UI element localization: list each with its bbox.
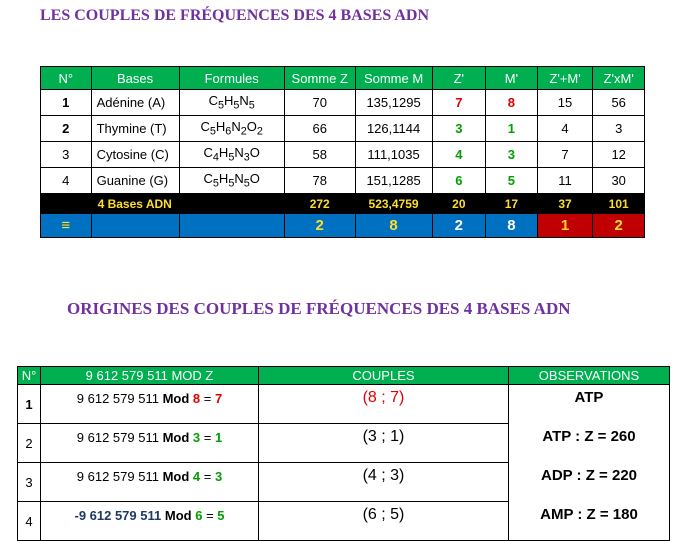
- observation: AMP : Z = 180: [509, 502, 670, 541]
- table1-header-row: [41, 67, 645, 90]
- z-prime: 4: [432, 142, 486, 168]
- reduced-row: [41, 214, 645, 238]
- reduced-sum: 1: [537, 214, 593, 238]
- modulo-expression: 9 612 579 511 Mod 8 = 7: [41, 385, 259, 424]
- total-sum: 37: [537, 194, 593, 214]
- row-number: 4: [41, 168, 92, 194]
- header-sum: Z'+M': [537, 67, 593, 90]
- table-row: [18, 463, 670, 502]
- reduced-blank-1: [91, 214, 179, 238]
- somme-z: 70: [284, 90, 355, 116]
- header-formules: Formules: [179, 67, 284, 90]
- reduced-z-prime: 2: [432, 214, 486, 238]
- couple: (8 ; 7): [259, 385, 509, 424]
- sum: 11: [537, 168, 593, 194]
- row-number: 2: [18, 424, 41, 463]
- total-product: 101: [593, 194, 645, 214]
- header-bases: Bases: [91, 67, 179, 90]
- formula: $C_5H_5N_5O$: [179, 168, 284, 194]
- table-row: [41, 116, 645, 142]
- header-n: N°: [41, 67, 92, 90]
- sum: 15: [537, 90, 593, 116]
- product: 30: [593, 168, 645, 194]
- product: 3: [593, 116, 645, 142]
- couple: (6 ; 5): [259, 502, 509, 541]
- somme-z: 78: [284, 168, 355, 194]
- sum: 4: [537, 116, 593, 142]
- total-z-prime: 20: [432, 194, 486, 214]
- observation: ATP : Z = 260: [509, 424, 670, 463]
- reduced-product: 2: [593, 214, 645, 238]
- product: 56: [593, 90, 645, 116]
- couple: (4 ; 3): [259, 463, 509, 502]
- modulo-expression: -9 612 579 511 Mod 6 = 5: [41, 502, 259, 541]
- total-row: [41, 194, 645, 214]
- z-prime: 7: [432, 90, 486, 116]
- header-product: Z'xM': [593, 67, 645, 90]
- header-n: N°: [18, 367, 41, 385]
- base-name: Adénine (A): [91, 90, 179, 116]
- origins-table: [17, 366, 670, 541]
- table-row: [18, 424, 670, 463]
- total-blank: [41, 194, 92, 214]
- somme-m: 135,1295: [355, 90, 432, 116]
- main-title: LES COUPLES DE FRÉQUENCES DES 4 BASES ADN: [40, 7, 429, 24]
- couple: (3 ; 1): [259, 424, 509, 463]
- total-label: 4 Bases ADN: [91, 194, 284, 214]
- m-prime: 3: [486, 142, 538, 168]
- row-number: 3: [18, 463, 41, 502]
- total-somme-m: 523,4759: [355, 194, 432, 214]
- z-prime: 3: [432, 116, 486, 142]
- somme-m: 111,1035: [355, 142, 432, 168]
- formula: $C_4H_5N_3O$: [179, 142, 284, 168]
- row-number: 1: [18, 385, 41, 424]
- somme-m: 126,1144: [355, 116, 432, 142]
- m-prime: 1: [486, 116, 538, 142]
- header-couples: COUPLES: [259, 367, 509, 385]
- table-row: [41, 168, 645, 194]
- table2-header-row: [18, 367, 670, 385]
- frequency-couples-table: [40, 66, 645, 238]
- observation: ADP : Z = 220: [509, 463, 670, 502]
- somme-m: 151,1285: [355, 168, 432, 194]
- modulo-expression: 9 612 579 511 Mod 4 = 3: [41, 463, 259, 502]
- header-m-prime: M': [486, 67, 538, 90]
- row-number: 2: [41, 116, 92, 142]
- header-observations: OBSERVATIONS: [509, 367, 670, 385]
- row-number: 3: [41, 142, 92, 168]
- somme-z: 58: [284, 142, 355, 168]
- table-row: [18, 385, 670, 424]
- product: 12: [593, 142, 645, 168]
- header-z-prime: Z': [432, 67, 486, 90]
- m-prime: 5: [486, 168, 538, 194]
- base-name: Thymine (T): [91, 116, 179, 142]
- table-row: [41, 90, 645, 116]
- formula: $C_5H_6N_2O_2$: [179, 116, 284, 142]
- observation: ATP: [509, 385, 670, 424]
- total-m-prime: 17: [486, 194, 538, 214]
- somme-z: 66: [284, 116, 355, 142]
- formula: $C_5H_5N_5$: [179, 90, 284, 116]
- modulo-expression: 9 612 579 511 Mod 3 = 1: [41, 424, 259, 463]
- z-prime: 6: [432, 168, 486, 194]
- base-name: Guanine (G): [91, 168, 179, 194]
- row-number: 4: [18, 502, 41, 541]
- sum: 7: [537, 142, 593, 168]
- m-prime: 8: [486, 90, 538, 116]
- reduced-somme-z: 2: [284, 214, 355, 238]
- header-somme-z: Somme Z: [284, 67, 355, 90]
- total-somme-z: 272: [284, 194, 355, 214]
- second-title: ORIGINES DES COUPLES DE FRÉQUENCES DES 4 BASES ADN: [67, 299, 571, 318]
- table-row: [41, 142, 645, 168]
- reduced-m-prime: 8: [486, 214, 538, 238]
- header-somme-m: Somme M: [355, 67, 432, 90]
- base-name: Cytosine (C): [91, 142, 179, 168]
- reduced-label: ≡: [41, 214, 92, 238]
- reduced-blank-2: [179, 214, 284, 238]
- reduced-somme-m: 8: [355, 214, 432, 238]
- row-number: 1: [41, 90, 92, 116]
- header-mod: 9 612 579 511 MOD Z: [41, 367, 259, 385]
